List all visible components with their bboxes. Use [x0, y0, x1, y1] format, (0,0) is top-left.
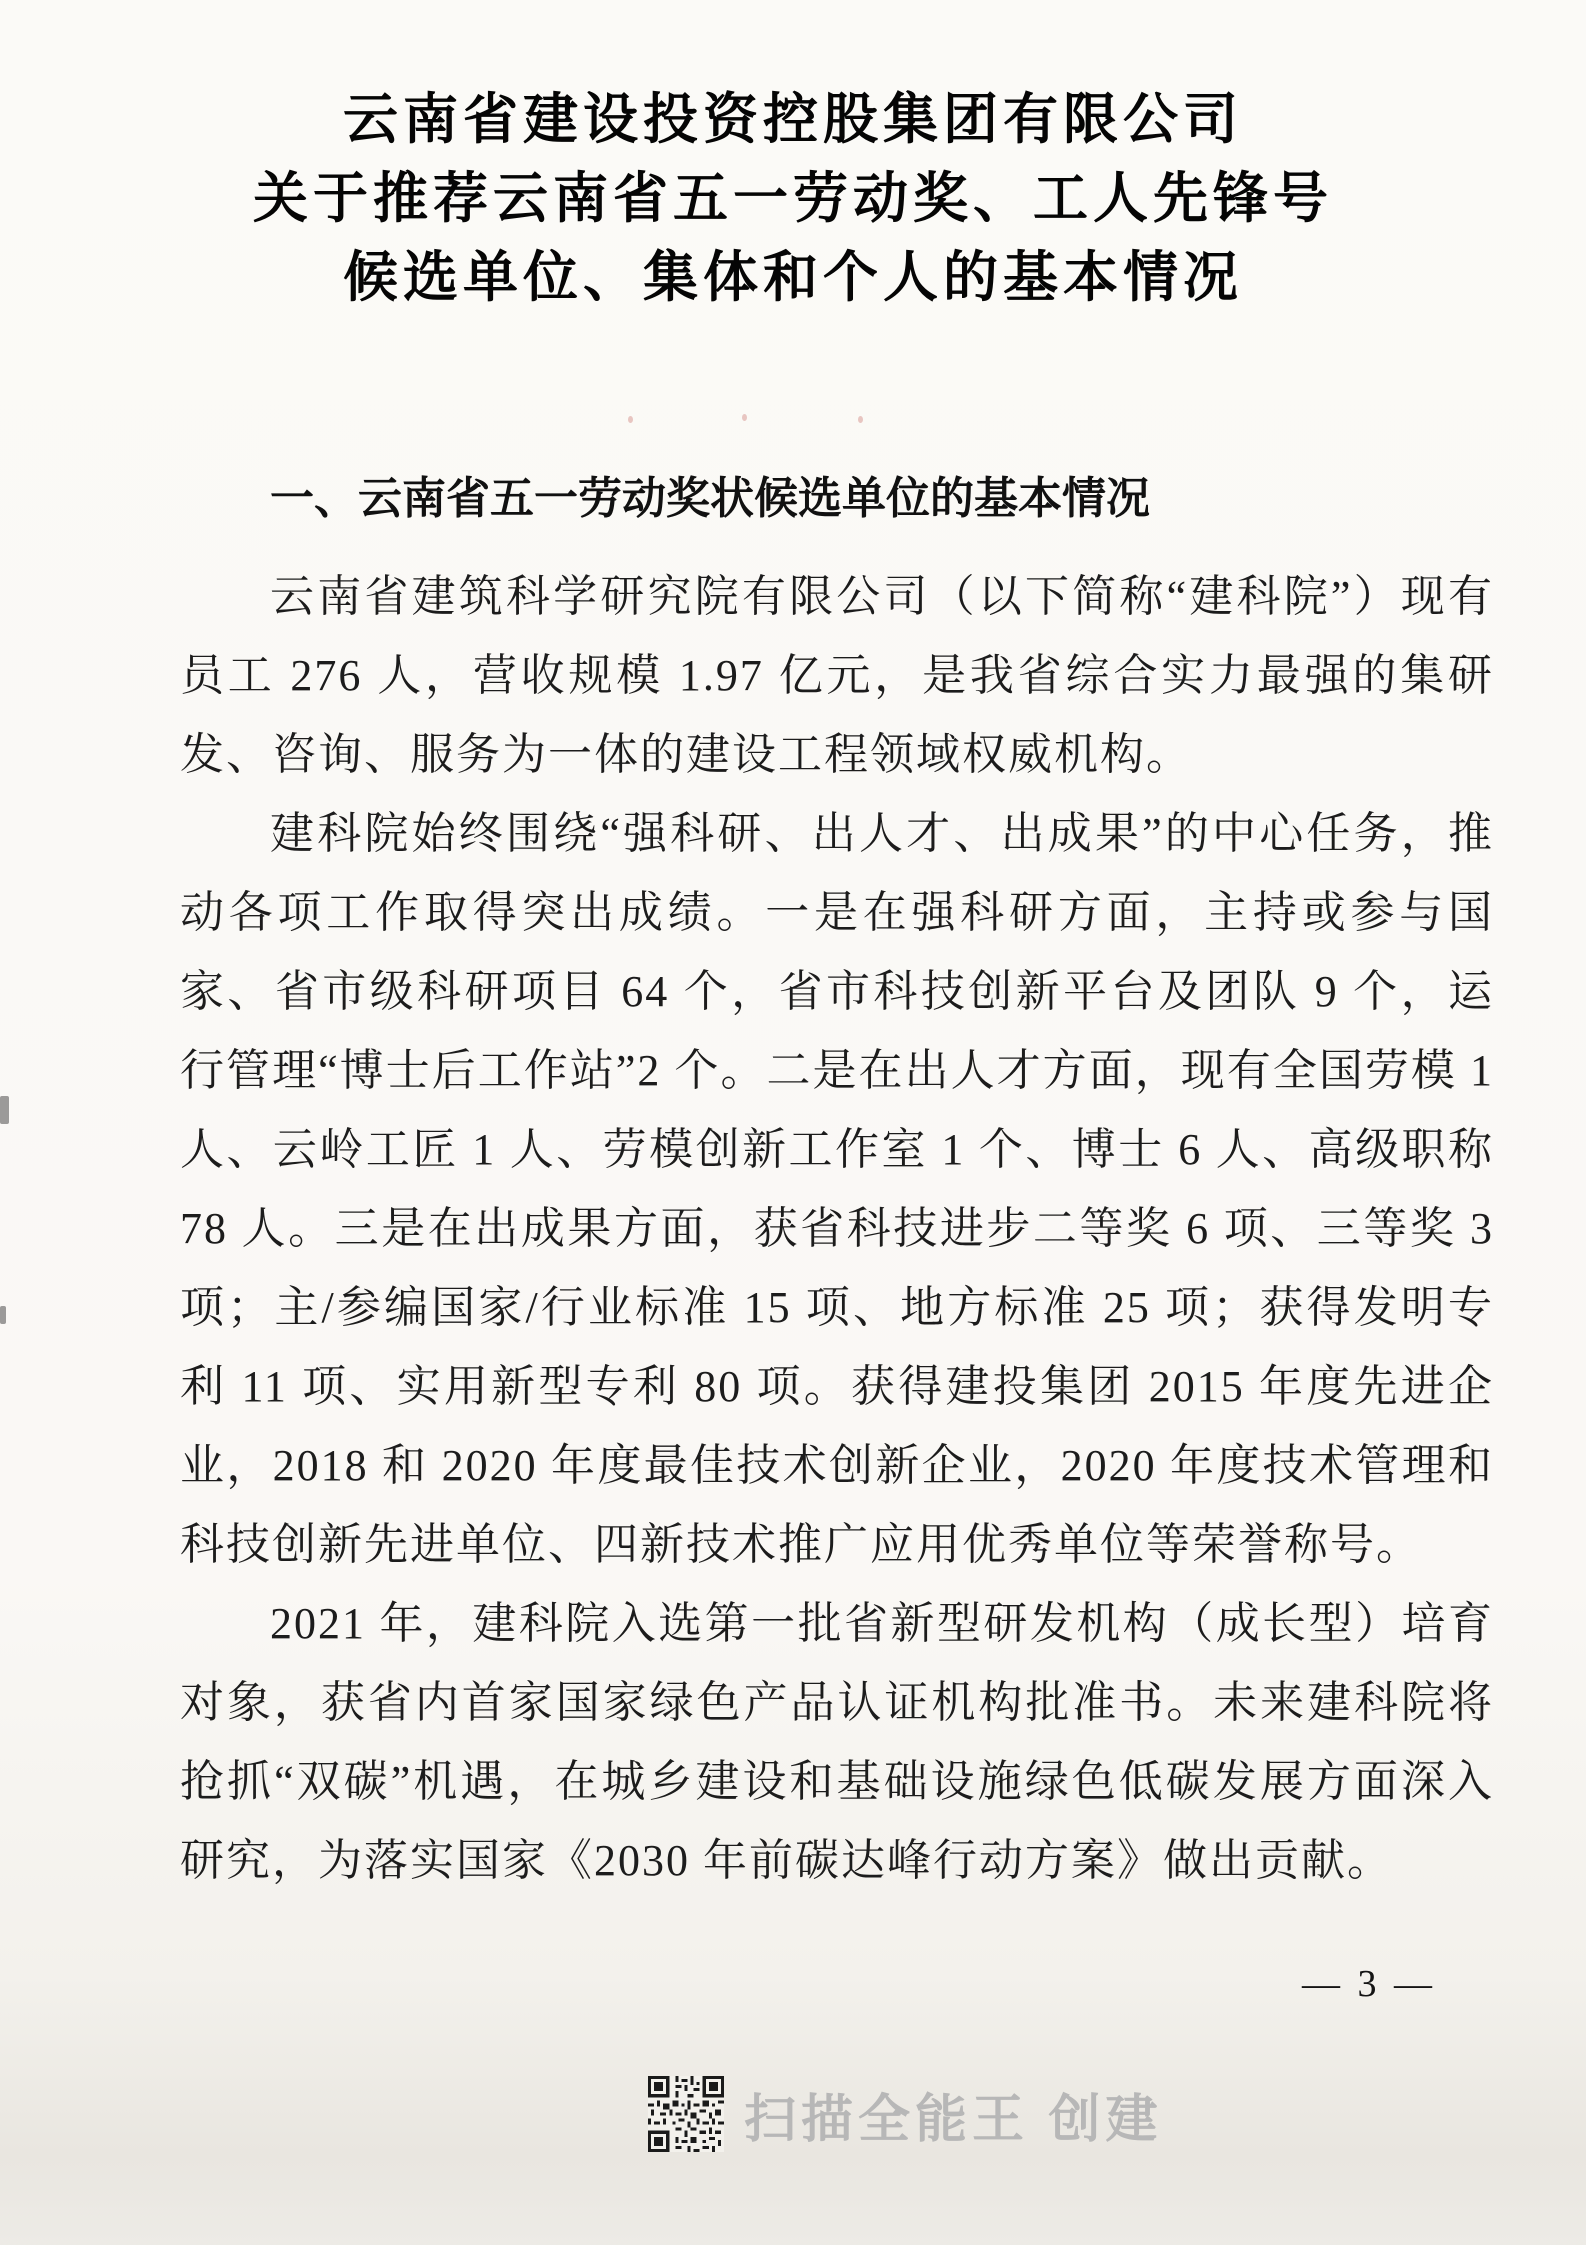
paragraph-3: 2021 年，建科院入选第一批省新型研发机构（成长型）培育对象，获省内首家国家绿色产品认证机构批准书。未来建科院将抢抓“双碳”机遇，在城乡建设和基础设施绿色低碳发展方面深入研究，为落实国家《2030 年前碳达峰行动方案》做出贡献。 — [180, 1599, 1494, 1885]
scan-artifact-dot — [628, 416, 633, 423]
document-title-line-1: 云南省建设投资控股集团有限公司 — [342, 89, 1243, 150]
paragraph-2: 建科院始终围绕“强科研、出人才、出成果”的中心任务，推动各项工作取得突出成绩。一是在强科研方面，主持或参与国家、省市级科研项目 64 个，省市科技创新平台及团队 9 个，运行管理“博士后工作站”2 个。二是在出人才方面，现有全国劳模 1 人、云岭工匠 1 人、劳模创新工作室 1 个、博士 6 人、高级职称 78 人。三是在出成果方面，获省科技进步二等奖 6 项、三等奖 3 项；主/参编国家/行业标准 15 项、地方标准 25 项；获得发明专利 11 项、实用新型专利 80 项。获得建投集团 2015 年度先进企业，2018 和 2020 年度最佳技术创新企业，2020 年度技术管理和科技创新先进单位、四新技术推广应用优秀单位等荣誉称号。 — [180, 809, 1494, 1569]
paragraph-1: 云南省建筑科学研究院有限公司（以下简称“建科院”）现有员工 276 人，营收规模 1.97 亿元，是我省综合实力最强的集研发、咨询、服务为一体的建设工程领域权威机构。 — [180, 572, 1494, 779]
scan-edge-speck — [0, 1096, 9, 1124]
scan-artifact-dot — [742, 414, 747, 421]
page-number: — 3 — — [1302, 1963, 1436, 2005]
document-title — [0, 0, 1586, 317]
scan-artifact-dot — [858, 416, 863, 423]
document-body — [180, 557, 1494, 1900]
section-heading: 一、云南省五一劳动奖状候选单位的基本情况 — [270, 474, 1150, 523]
document-title-line-3: 候选单位、集体和个人的基本情况 — [342, 247, 1243, 308]
scanner-watermark — [648, 2076, 1162, 2152]
scan-edge-speck — [0, 1306, 6, 1324]
qr-code-icon — [648, 2076, 724, 2152]
watermark-text: 扫描全能王 创建 — [744, 2090, 1163, 2149]
document-title-line-2: 关于推荐云南省五一劳动奖、工人先锋号 — [252, 168, 1333, 229]
